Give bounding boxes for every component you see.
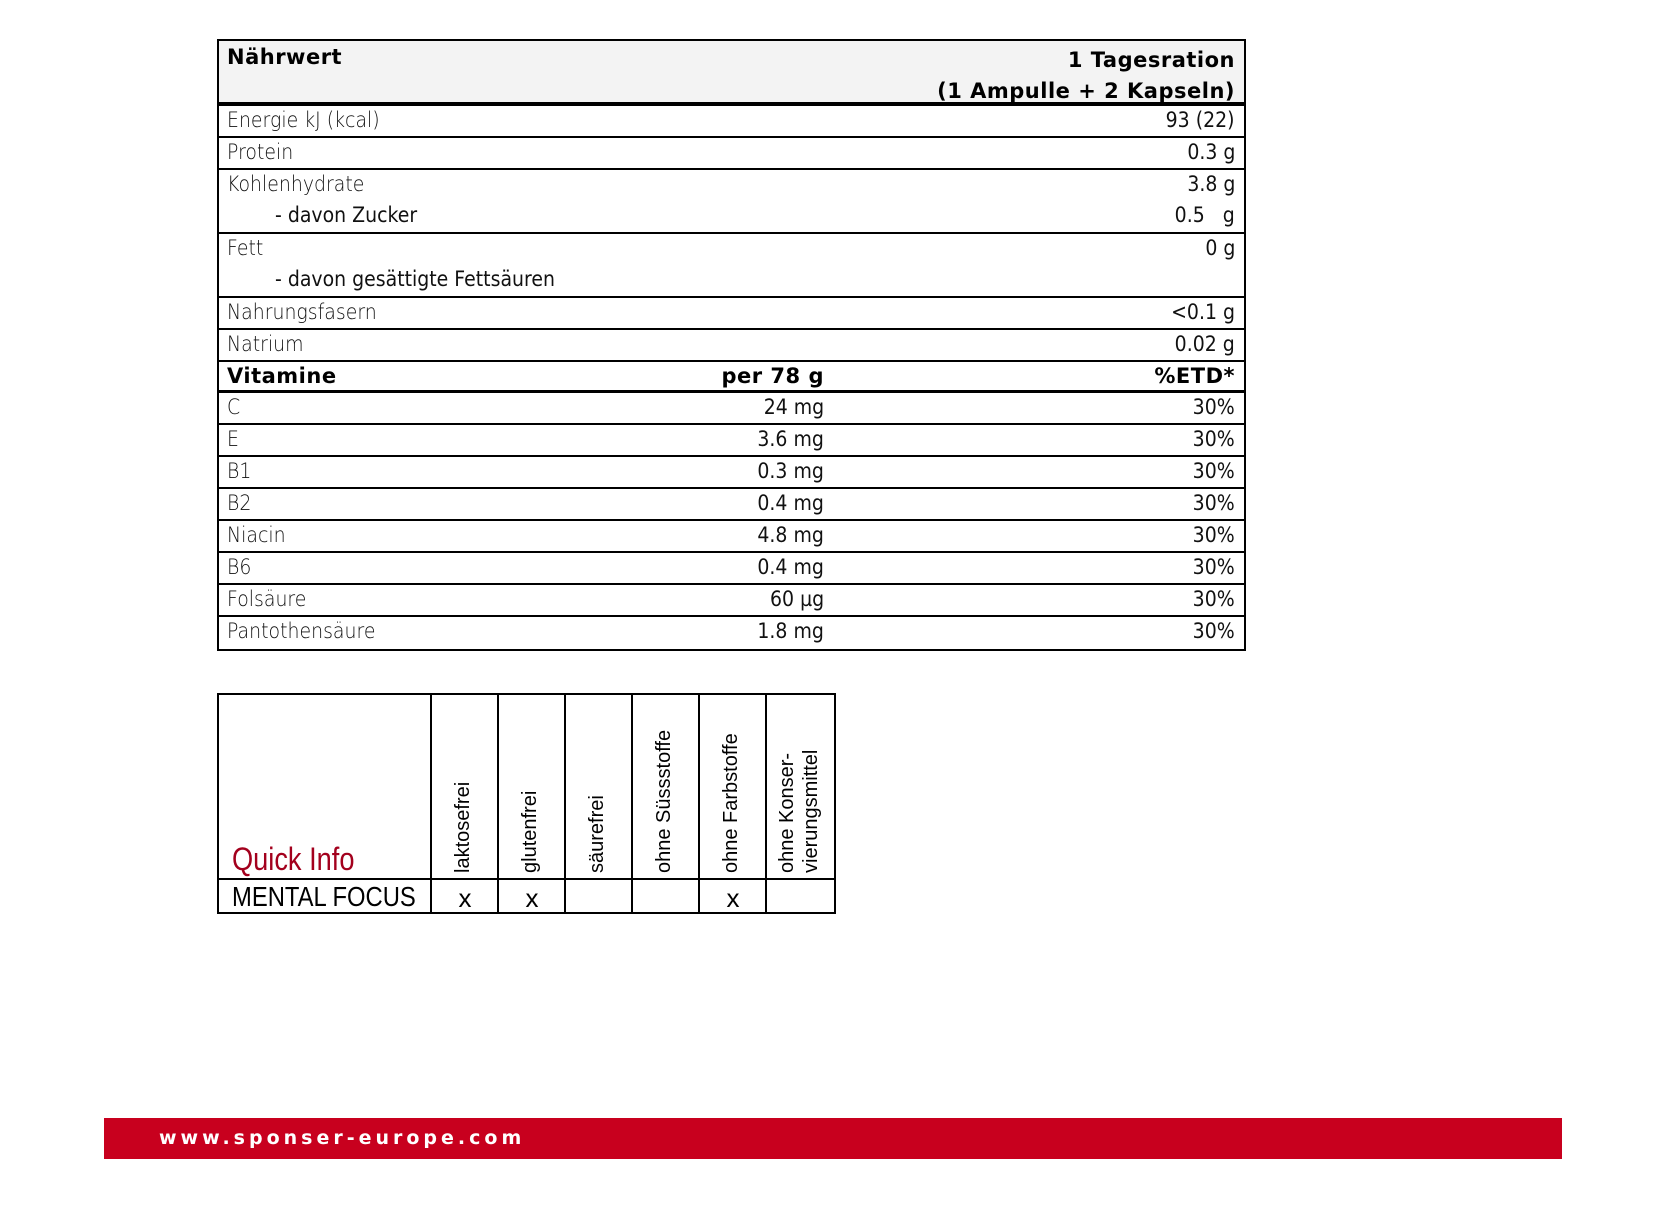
vitamins-header bbox=[219, 360, 1244, 393]
vitamins-header-label: Vitamine bbox=[227, 364, 337, 388]
vitamin-row bbox=[219, 617, 1244, 649]
check-mark: x bbox=[525, 883, 539, 913]
check-mark: x bbox=[458, 883, 472, 913]
vitamin-amount: 0.3 mg bbox=[757, 459, 824, 483]
nutrient-value: 0 g bbox=[1204, 236, 1235, 260]
vitamin-name: E bbox=[227, 427, 239, 451]
header-value-line2: (1 Ampulle + 2 Kapseln) bbox=[937, 79, 1235, 103]
nutrient-label: Protein bbox=[227, 140, 294, 164]
column-header-glutenfrei: glutenfrei bbox=[519, 790, 541, 873]
vitamin-amount: 3.6 mg bbox=[757, 427, 824, 451]
vitamin-amount: 0.4 mg bbox=[757, 491, 824, 515]
nutrient-value: <0.1 g bbox=[1171, 300, 1235, 324]
header-value-line1: 1 Tagesration bbox=[1067, 48, 1235, 72]
column-header-ohne-konservierungsmittel: ohne Konser- vierungsmittel bbox=[776, 749, 822, 873]
header-label: Nährwert bbox=[227, 45, 343, 69]
nutrient-sub-label: - davon gesättigte Fettsäuren bbox=[275, 267, 555, 291]
vitamin-percent: 30% bbox=[1192, 619, 1235, 643]
nutrient-label: Kohlenhydrate bbox=[227, 172, 365, 196]
nutrient-row-carbs bbox=[219, 170, 1244, 234]
vitamin-row bbox=[219, 489, 1244, 521]
vitamin-percent: 30% bbox=[1192, 555, 1235, 579]
nutrient-row-protein bbox=[219, 138, 1244, 170]
vitamin-name: Folsäure bbox=[227, 587, 307, 611]
nutrient-value: 93 (22) bbox=[1166, 108, 1235, 132]
header-value bbox=[937, 45, 1235, 107]
nutrition-header bbox=[219, 41, 1244, 106]
vitamin-amount: 60 µg bbox=[769, 587, 824, 611]
vitamin-amount: 4.8 mg bbox=[757, 523, 824, 547]
vitamin-row bbox=[219, 521, 1244, 553]
quick-info-table bbox=[217, 693, 836, 914]
nutrient-sub-label: - davon Zucker bbox=[275, 203, 418, 227]
vitamin-percent: 30% bbox=[1192, 523, 1235, 547]
footer-bar bbox=[104, 1118, 1562, 1159]
nutrient-row-fat bbox=[219, 234, 1244, 298]
nutrient-label: Natrium bbox=[227, 332, 304, 356]
nutrient-sub-value: 0.5 g bbox=[1174, 203, 1235, 227]
column-header-ohne-farbstoffe: ohne Farbstoffe bbox=[720, 733, 742, 873]
nutrient-value: 0.3 g bbox=[1186, 140, 1235, 164]
vitamin-row bbox=[219, 393, 1244, 425]
column-header-saeurefrei: säurefrei bbox=[586, 795, 608, 873]
grid-line bbox=[219, 878, 834, 880]
column-header-ohne-suessstoffe: ohne Süssstoffe bbox=[653, 729, 675, 873]
nutrient-label: Nahrungsfasern bbox=[227, 300, 377, 324]
vitamin-name: Niacin bbox=[227, 523, 286, 547]
vitamin-percent: 30% bbox=[1192, 491, 1235, 515]
vitamin-amount: 1.8 mg bbox=[757, 619, 824, 643]
nutrition-table bbox=[217, 39, 1246, 651]
nutrient-label: Fett bbox=[227, 236, 264, 260]
nutrient-row-fiber bbox=[219, 298, 1244, 330]
vitamin-percent: 30% bbox=[1192, 427, 1235, 451]
nutrient-row-sodium bbox=[219, 330, 1244, 362]
vitamin-percent: 30% bbox=[1192, 587, 1235, 611]
vitamin-name: B6 bbox=[227, 555, 252, 579]
vitamin-row bbox=[219, 457, 1244, 489]
footer-url-link[interactable]: www.sponser-europe.com bbox=[159, 1127, 526, 1149]
vitamin-percent: 30% bbox=[1192, 395, 1235, 419]
vitamin-row bbox=[219, 585, 1244, 617]
vitamin-row bbox=[219, 553, 1244, 585]
nutrient-label: Energie kJ (kcal) bbox=[227, 108, 380, 132]
product-name: MENTAL FOCUS bbox=[232, 881, 416, 912]
vitamin-name: C bbox=[227, 395, 241, 419]
vitamins-header-amount: per 78 g bbox=[721, 364, 824, 388]
nutrient-row-energy bbox=[219, 106, 1244, 138]
vitamin-name: B2 bbox=[227, 491, 252, 515]
check-mark: x bbox=[726, 883, 740, 913]
quick-info-title: Quick Info bbox=[232, 841, 355, 877]
vitamin-percent: 30% bbox=[1192, 459, 1235, 483]
vitamin-amount: 24 mg bbox=[763, 395, 824, 419]
vitamin-name: B1 bbox=[227, 459, 252, 483]
column-header-laktosefrei: laktosefrei bbox=[452, 781, 474, 873]
vitamin-row bbox=[219, 425, 1244, 457]
vitamin-name: Pantothensäure bbox=[227, 619, 376, 643]
vitamins-header-percent: %ETD* bbox=[1154, 364, 1235, 388]
nutrient-value: 3.8 g bbox=[1186, 172, 1235, 196]
vitamin-amount: 0.4 mg bbox=[757, 555, 824, 579]
nutrient-value: 0.02 g bbox=[1174, 332, 1235, 356]
